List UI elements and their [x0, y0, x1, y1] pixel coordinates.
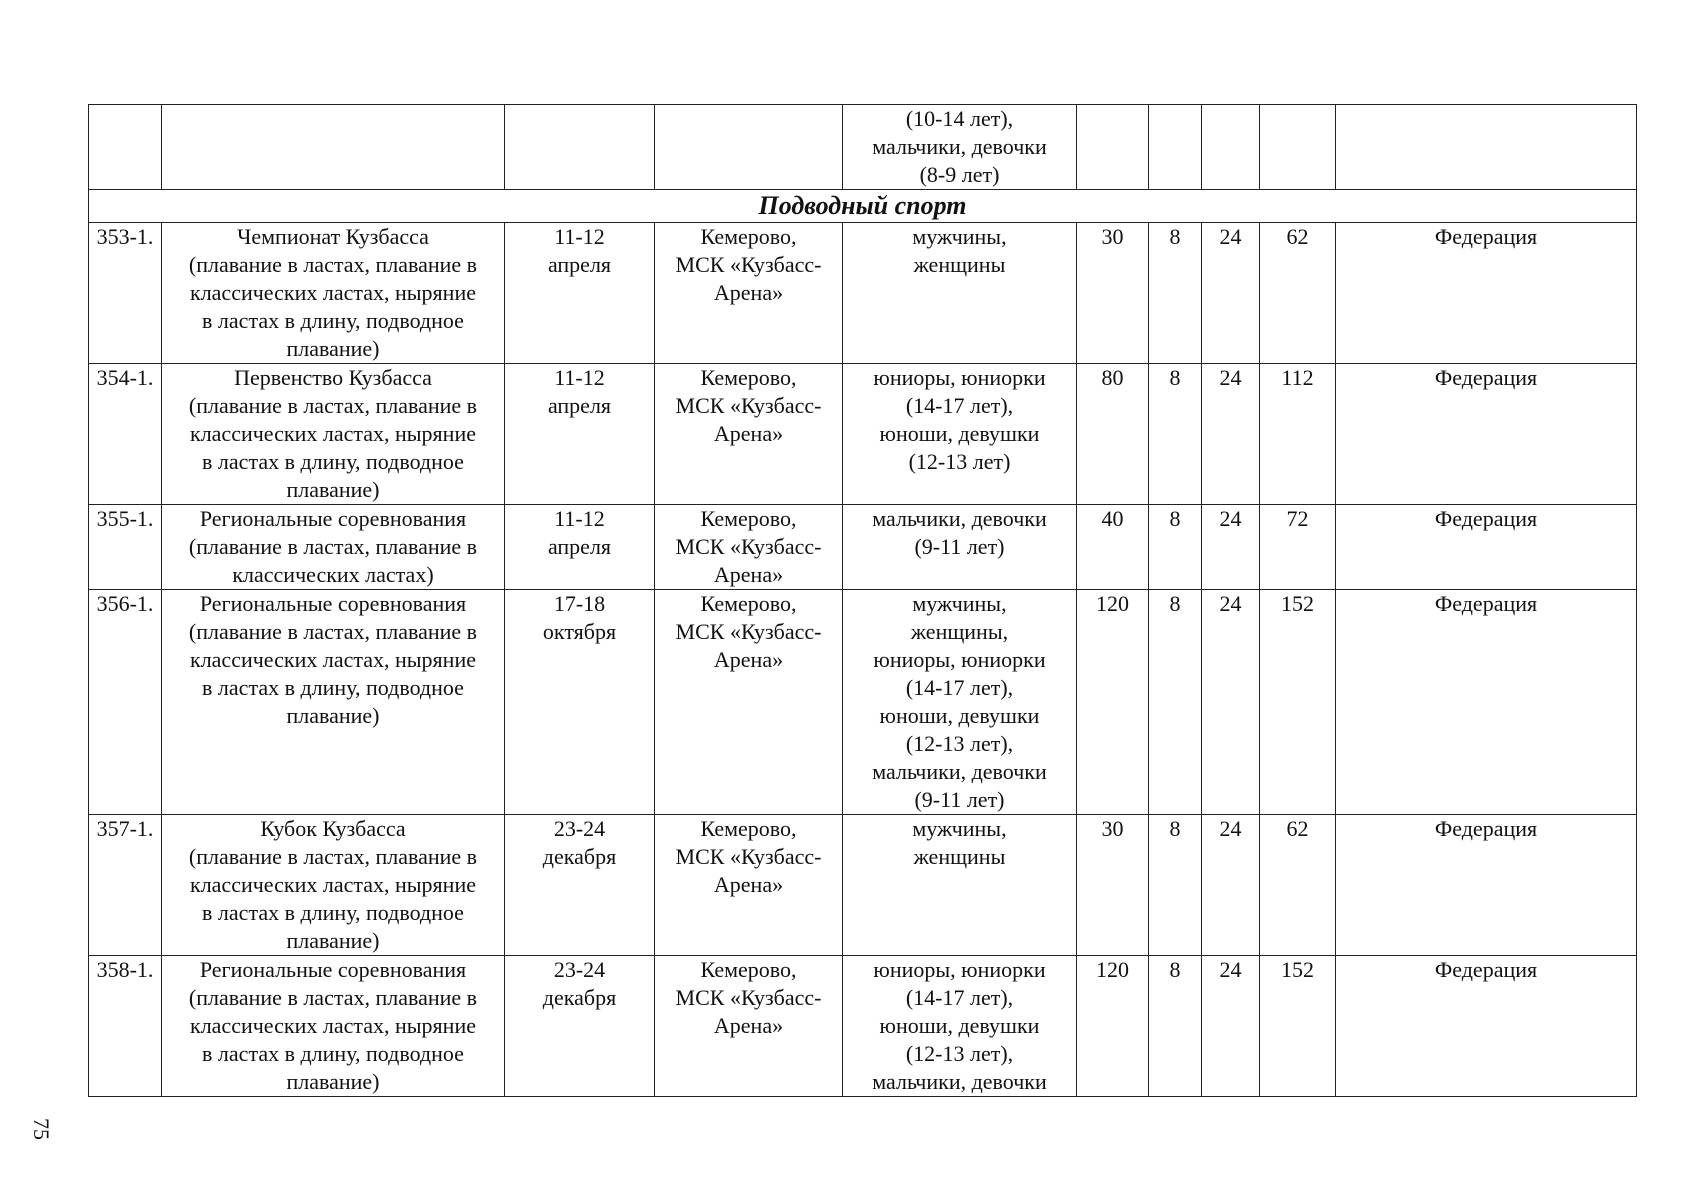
- cell-event: [162, 223, 505, 364]
- cell-c9: 62: [1260, 815, 1336, 956]
- cell-num: [89, 105, 162, 190]
- cell-participants-lines: [847, 956, 1072, 1096]
- text-line: МСК «Кузбасс-: [675, 985, 822, 1010]
- text-line: мальчики, девочки: [872, 134, 1047, 159]
- text-line: классических ластах): [232, 562, 434, 587]
- text-line: (плавание в ластах, плавание в: [188, 534, 478, 559]
- cell-dates-lines: [509, 505, 650, 561]
- cell-c9: 152: [1260, 590, 1336, 815]
- cell-participants: [843, 223, 1077, 364]
- text-line: 23-24: [553, 957, 606, 982]
- cell-dates-lines: [509, 223, 650, 279]
- cell-event-lines: [166, 956, 500, 1096]
- text-line: апреля: [547, 252, 612, 277]
- cell-event: [162, 364, 505, 505]
- section-row: [89, 190, 1637, 223]
- cell-c6: 30: [1077, 223, 1149, 364]
- cell-participants: [843, 364, 1077, 505]
- text-line: (14-17 лет),: [905, 393, 1014, 418]
- cell-event: [162, 956, 505, 1097]
- text-line: Кемерово,: [700, 957, 797, 982]
- text-line: (12-13 лет): [908, 449, 1011, 474]
- cell-c9: 152: [1260, 956, 1336, 1097]
- text-line: 17-18: [553, 591, 606, 616]
- text-line: плавание): [286, 336, 380, 361]
- text-line: в ластах в длину, подводное: [202, 449, 464, 474]
- cell-organizer: Федерация: [1336, 364, 1637, 505]
- text-line: женщины: [913, 844, 1006, 869]
- table-row: [89, 815, 1637, 956]
- text-line: классических ластах, ныряние: [190, 872, 476, 897]
- cell-c8: 24: [1202, 956, 1260, 1097]
- text-line: МСК «Кузбасс-: [675, 534, 822, 559]
- text-line: МСК «Кузбасс-: [675, 393, 822, 418]
- table-body: [89, 105, 1637, 1097]
- text-line: юноши, девушки: [879, 703, 1040, 728]
- continued-row: [89, 105, 1637, 190]
- cell-event: [162, 505, 505, 590]
- text-line: плавание): [286, 703, 380, 728]
- cell-c6: 120: [1077, 956, 1149, 1097]
- text-line: мальчики, девочки: [872, 506, 1047, 531]
- text-line: (плавание в ластах, плавание в: [188, 252, 478, 277]
- cell-venue-lines: [659, 815, 838, 899]
- text-line: мужчины,: [912, 224, 1007, 249]
- cell-num: 355-1.: [89, 505, 162, 590]
- cell-participants-lines: [847, 505, 1072, 561]
- text-line: классических ластах, ныряние: [190, 421, 476, 446]
- text-line: плавание): [286, 928, 380, 953]
- cell-venue: [655, 364, 843, 505]
- cell-c7: 8: [1149, 590, 1202, 815]
- cell-c8: 24: [1202, 590, 1260, 815]
- text-line: (9-11 лет): [914, 534, 1005, 559]
- cell-venue: [655, 815, 843, 956]
- cell-participants: [843, 505, 1077, 590]
- cell-num: 357-1.: [89, 815, 162, 956]
- text-line: плавание): [286, 1069, 380, 1094]
- cell-organizer: Федерация: [1336, 223, 1637, 364]
- cell-venue-lines: [659, 590, 838, 674]
- text-line: октября: [542, 619, 617, 644]
- text-line: (12-13 лет),: [905, 731, 1014, 756]
- cell-dates: [505, 815, 655, 956]
- cell-c7: 8: [1149, 815, 1202, 956]
- text-line: плавание): [286, 477, 380, 502]
- text-line: юниоры, юниорки: [873, 957, 1046, 982]
- table-row: [89, 590, 1637, 815]
- cell-num: 358-1.: [89, 956, 162, 1097]
- cell-event: [162, 815, 505, 956]
- text-line: в ластах в длину, подводное: [202, 308, 464, 333]
- cell-dates: [505, 956, 655, 1097]
- cell-c7: 8: [1149, 956, 1202, 1097]
- cell-dates: [505, 223, 655, 364]
- text-line: 11-12: [554, 365, 605, 390]
- cell-c8: 24: [1202, 223, 1260, 364]
- text-line: Региональные соревнования: [199, 957, 467, 982]
- text-line: (плавание в ластах, плавание в: [188, 393, 478, 418]
- text-line: юноши, девушки: [879, 1013, 1040, 1038]
- text-line: 11-12: [554, 506, 605, 531]
- cell-participants: [843, 815, 1077, 956]
- text-line: Кемерово,: [700, 365, 797, 390]
- cell-dates-lines: [509, 590, 650, 646]
- cell-event-lines: [166, 590, 500, 730]
- cell-c7: 8: [1149, 364, 1202, 505]
- cell-num: 353-1.: [89, 223, 162, 364]
- cell-organizer: Федерация: [1336, 815, 1637, 956]
- cell-organizer: Федерация: [1336, 505, 1637, 590]
- cell-venue-lines: [659, 956, 838, 1040]
- cell-dates-lines: [509, 815, 650, 871]
- text-line: в ластах в длину, подводное: [202, 675, 464, 700]
- cell-c8: 24: [1202, 364, 1260, 505]
- cell-organizer: Федерация: [1336, 590, 1637, 815]
- text-line: (8-9 лет): [919, 162, 1000, 187]
- cell-c6: 30: [1077, 815, 1149, 956]
- cell-venue-lines: [659, 505, 838, 589]
- text-line: Арена»: [713, 562, 784, 587]
- text-line: мужчины,: [912, 816, 1007, 841]
- text-line: юниоры, юниорки: [873, 647, 1046, 672]
- cell-event-lines: [166, 815, 500, 955]
- cell-event-lines: [166, 223, 500, 363]
- cell-participants-lines: [847, 590, 1072, 814]
- cell-venue: [655, 505, 843, 590]
- cell-c8: 24: [1202, 815, 1260, 956]
- cell-participants: [843, 590, 1077, 815]
- text-line: Арена»: [713, 280, 784, 305]
- text-line: классических ластах, ныряние: [190, 647, 476, 672]
- text-line: мальчики, девочки: [872, 1069, 1047, 1094]
- cell-c7: [1149, 105, 1202, 190]
- text-line: Кемерово,: [700, 506, 797, 531]
- text-line: (14-17 лет),: [905, 985, 1014, 1010]
- text-line: 11-12: [554, 224, 605, 249]
- cell-organizer: Федерация: [1336, 956, 1637, 1097]
- text-line: Арена»: [713, 421, 784, 446]
- cell-c8: [1202, 105, 1260, 190]
- cell-venue-lines: [659, 364, 838, 448]
- cell-num: 354-1.: [89, 364, 162, 505]
- cell-c9: [1260, 105, 1336, 190]
- text-line: женщины,: [910, 619, 1009, 644]
- cell-event-lines: [166, 364, 500, 504]
- text-line: декабря: [542, 985, 617, 1010]
- cell-c7: 8: [1149, 223, 1202, 364]
- text-line: МСК «Кузбасс-: [675, 252, 822, 277]
- text-line: 23-24: [553, 816, 606, 841]
- cell-c8: 24: [1202, 505, 1260, 590]
- cell-venue: [655, 956, 843, 1097]
- text-line: (9-11 лет): [914, 787, 1005, 812]
- text-line: МСК «Кузбасс-: [675, 619, 822, 644]
- text-line: Кубок Кузбасса: [260, 816, 406, 841]
- table-row: [89, 364, 1637, 505]
- cell-c6: 120: [1077, 590, 1149, 815]
- cell-venue: [655, 590, 843, 815]
- text-line: Арена»: [713, 647, 784, 672]
- cell-organizer: [1336, 105, 1637, 190]
- cell-dates-lines: [509, 364, 650, 420]
- text-line: декабря: [542, 844, 617, 869]
- text-line: Арена»: [713, 872, 784, 897]
- text-line: Региональные соревнования: [199, 506, 467, 531]
- cell-c7: 8: [1149, 505, 1202, 590]
- cell-dates: [505, 105, 655, 190]
- text-line: мужчины,: [912, 591, 1007, 616]
- cell-dates: [505, 590, 655, 815]
- cell-dates: [505, 505, 655, 590]
- cell-event-lines: [166, 505, 500, 589]
- continued-participants: [847, 105, 1072, 189]
- cell-event: [162, 105, 505, 190]
- cell-c6: [1077, 105, 1149, 190]
- cell-dates-lines: [509, 956, 650, 1012]
- text-line: юноши, девушки: [879, 421, 1040, 446]
- text-line: Кемерово,: [700, 816, 797, 841]
- cell-c9: 112: [1260, 364, 1336, 505]
- text-line: мальчики, девочки: [872, 759, 1047, 784]
- text-line: Региональные соревнования: [199, 591, 467, 616]
- text-line: Арена»: [713, 1013, 784, 1038]
- cell-event: [162, 590, 505, 815]
- cell-num: 356-1.: [89, 590, 162, 815]
- cell-c9: 62: [1260, 223, 1336, 364]
- table-row: [89, 505, 1637, 590]
- cell-participants-lines: [847, 223, 1072, 279]
- text-line: Чемпионат Кузбасса: [237, 224, 429, 249]
- page-number: 75: [29, 1118, 54, 1140]
- text-line: апреля: [547, 534, 612, 559]
- table-row: [89, 223, 1637, 364]
- text-line: Кемерово,: [700, 591, 797, 616]
- text-line: МСК «Кузбасс-: [675, 844, 822, 869]
- section-title: Подводный спорт: [89, 190, 1637, 223]
- cell-participants-lines: [847, 815, 1072, 871]
- text-line: юниоры, юниорки: [873, 365, 1046, 390]
- text-line: в ластах в длину, подводное: [202, 1041, 464, 1066]
- cell-dates: [505, 364, 655, 505]
- text-line: Первенство Кузбасса: [234, 365, 432, 390]
- cell-venue-lines: [659, 223, 838, 307]
- text-line: классических ластах, ныряние: [190, 1013, 476, 1038]
- cell-c6: 80: [1077, 364, 1149, 505]
- text-line: (плавание в ластах, плавание в: [188, 985, 478, 1010]
- text-line: Кемерово,: [700, 224, 797, 249]
- text-line: (плавание в ластах, плавание в: [188, 844, 478, 869]
- text-line: (12-13 лет),: [905, 1041, 1014, 1066]
- cell-participants-lines: [847, 364, 1072, 476]
- text-line: в ластах в длину, подводное: [202, 900, 464, 925]
- text-line: (14-17 лет),: [905, 675, 1014, 700]
- text-line: (плавание в ластах, плавание в: [188, 619, 478, 644]
- cell-c9: 72: [1260, 505, 1336, 590]
- table-row: [89, 956, 1637, 1097]
- cell-c6: 40: [1077, 505, 1149, 590]
- schedule-table: [88, 104, 1637, 1097]
- cell-participants: [843, 956, 1077, 1097]
- text-line: женщины: [913, 252, 1006, 277]
- cell-participants: [843, 105, 1077, 190]
- cell-venue: [655, 223, 843, 364]
- text-line: (10-14 лет),: [905, 106, 1014, 131]
- schedule-page: [88, 104, 1636, 1097]
- text-line: апреля: [547, 393, 612, 418]
- cell-venue: [655, 105, 843, 190]
- text-line: классических ластах, ныряние: [190, 280, 476, 305]
